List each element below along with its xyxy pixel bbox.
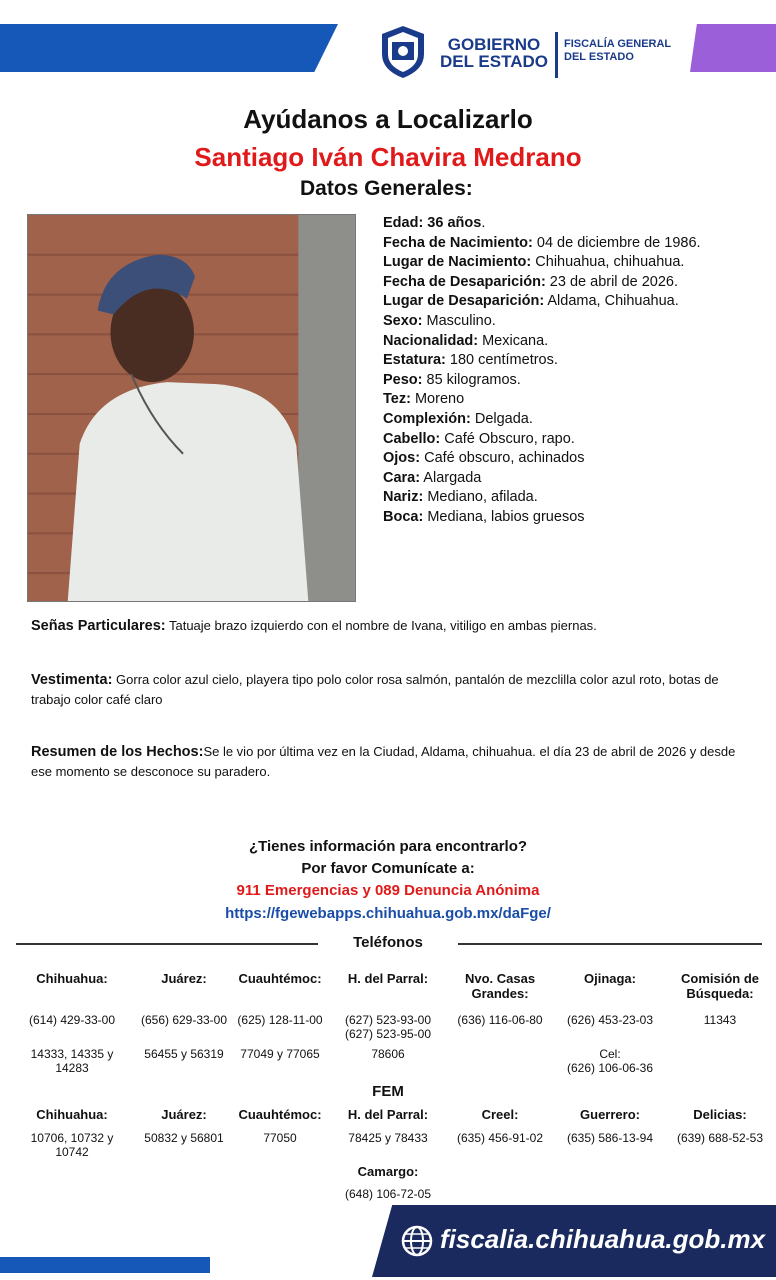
- detail-row: Estatura: 180 centímetros.: [383, 352, 558, 369]
- general-data-list: [383, 214, 763, 528]
- fem-col-heading: Delicias:: [693, 1107, 747, 1122]
- camargo-heading: Camargo:: [357, 1164, 419, 1179]
- detail-row: Lugar de Desaparición: Aldama, Chihuahua.: [383, 293, 679, 310]
- fem-phone: (635) 586-13-94: [566, 1131, 654, 1145]
- phone-number: (614) 429-33-00: [28, 1013, 116, 1027]
- detail-row: Boca: Mediana, labios gruesos: [383, 508, 585, 525]
- phone-number: 11343: [703, 1013, 737, 1027]
- detail-row: Complexión: Delgada.: [383, 410, 533, 427]
- phone-number: (626) 453-23-03: [566, 1013, 654, 1027]
- website-link[interactable]: fiscalia.chihuahua.gob.mx: [440, 1224, 766, 1254]
- phones-heading: Teléfonos: [353, 934, 423, 951]
- fem-phone: 10706, 10732 y 10742: [30, 1131, 114, 1159]
- phone-col-heading: Ojinaga:: [583, 971, 636, 986]
- fem-col-heading: Cuauhtémoc:: [238, 1107, 322, 1122]
- fem-col-heading: Chihuahua:: [36, 1107, 108, 1122]
- section-title: Datos Generales:: [300, 177, 473, 200]
- fem-phone: (639) 688-52-53: [676, 1131, 764, 1145]
- phone-col-heading: Chihuahua:: [36, 971, 108, 986]
- header-purple-bar: [690, 24, 776, 72]
- fem-col-heading: H. del Parral:: [347, 1107, 429, 1122]
- detail-row: Ojos: Café obscuro, achinados: [383, 450, 585, 467]
- phone-col-heading: Juárez:: [161, 971, 207, 986]
- detail-row: Cara: Alargada: [383, 469, 482, 486]
- phone-extension: 14333, 14335 y 14283: [30, 1047, 114, 1075]
- detail-row: Nacionalidad: Mexicana.: [383, 332, 549, 349]
- phone-number: (636) 116-06-80: [457, 1013, 543, 1027]
- contact-prompt: Por favor Comunícate a:: [301, 860, 475, 877]
- phone-number: (656) 629-33-00: [140, 1013, 228, 1027]
- phone-extension: 56455 y 56319: [144, 1047, 224, 1061]
- events-summary: Resumen de los Hechos:Se le vio por última vez en la Ciudad, Aldama, chihuahua. el día 23 de abril de 2026 y desde ese momento se desconoce su paradero.: [31, 744, 736, 779]
- footer-blue-bar: [0, 1257, 210, 1273]
- fem-col-heading: Creel:: [481, 1107, 519, 1122]
- emergency-numbers: 911 Emergencias y 089 Denuncia Anónima: [236, 882, 540, 899]
- fem-heading: FEM: [372, 1083, 404, 1100]
- fem-phone: 77050: [263, 1131, 297, 1145]
- fem-phone: (635) 456-91-02: [456, 1131, 544, 1145]
- report-url-link[interactable]: https://fgewebapps.chihuahua.gob.mx/daFge/: [225, 905, 551, 922]
- phone-number: (627) 523-93-00 (627) 523-95-00: [344, 1013, 432, 1041]
- phone-extension: Cel: (626) 106-06-36: [566, 1047, 654, 1075]
- header-blue-bar: [0, 24, 338, 72]
- poster-title: Ayúdanos a Localizarlo: [243, 104, 533, 134]
- fem-col-heading: Juárez:: [161, 1107, 207, 1122]
- phone-col-heading: H. del Parral:: [347, 971, 429, 986]
- logo-divider: [555, 32, 558, 78]
- phone-col-heading: Cuauhtémoc:: [238, 971, 322, 986]
- phone-extension: 78606: [371, 1047, 405, 1061]
- clothing-description: Vestimenta: Gorra color azul cielo, playera tipo polo color rosa salmón, pantalón de mezclilla color azul roto, botas de trabajo color café claro: [31, 672, 719, 707]
- missing-person-name: Santiago Iván Chavira Medrano: [194, 142, 582, 172]
- detail-row: Sexo: Masculino.: [383, 312, 496, 329]
- state-shield-icon: [378, 24, 428, 80]
- detail-row: Cabello: Café Obscuro, rapo.: [383, 430, 575, 447]
- globe-icon: [400, 1224, 434, 1258]
- detail-row: Edad: 36 años.: [383, 215, 486, 231]
- info-question: ¿Tienes información para encontrarlo?: [248, 838, 528, 855]
- missing-person-photo: [27, 214, 356, 602]
- detail-row: Peso: 85 kilogramos.: [383, 371, 521, 388]
- phone-col-heading: Nvo. Casas Grandes:: [464, 971, 536, 1001]
- detail-row: Lugar de Nacimiento: Chihuahua, chihuahua.: [383, 254, 685, 271]
- phone-col-heading: Comisión de Búsqueda:: [680, 971, 759, 1001]
- detail-row: Tez: Moreno: [383, 391, 465, 408]
- fem-phone: 78425 y 78433: [348, 1131, 428, 1145]
- distinguishing-marks: Señas Particulares: Tatuaje brazo izquierdo con el nombre de Ivana, vitiligo en ambas piernas.: [31, 618, 597, 634]
- fiscalia-logo-text: FISCALÍA GENERAL DEL ESTADO: [564, 38, 672, 63]
- gobierno-logo-text: GOBIERNO DEL ESTADO: [440, 35, 548, 71]
- detail-row: Fecha de Desaparición: 23 de abril de 2026.: [383, 273, 678, 290]
- phone-extension: 77049 y 77065: [240, 1047, 320, 1061]
- detail-row: Nariz: Mediano, afilada.: [383, 489, 538, 506]
- detail-row: Fecha de Nacimiento: 04 de diciembre de 1986.: [383, 234, 701, 251]
- phone-number: (625) 128-11-00: [237, 1013, 323, 1027]
- fem-phone: 50832 y 56801: [144, 1131, 224, 1145]
- fem-col-heading: Guerrero:: [580, 1107, 640, 1122]
- camargo-phone: (648) 106-72-05: [344, 1187, 432, 1201]
